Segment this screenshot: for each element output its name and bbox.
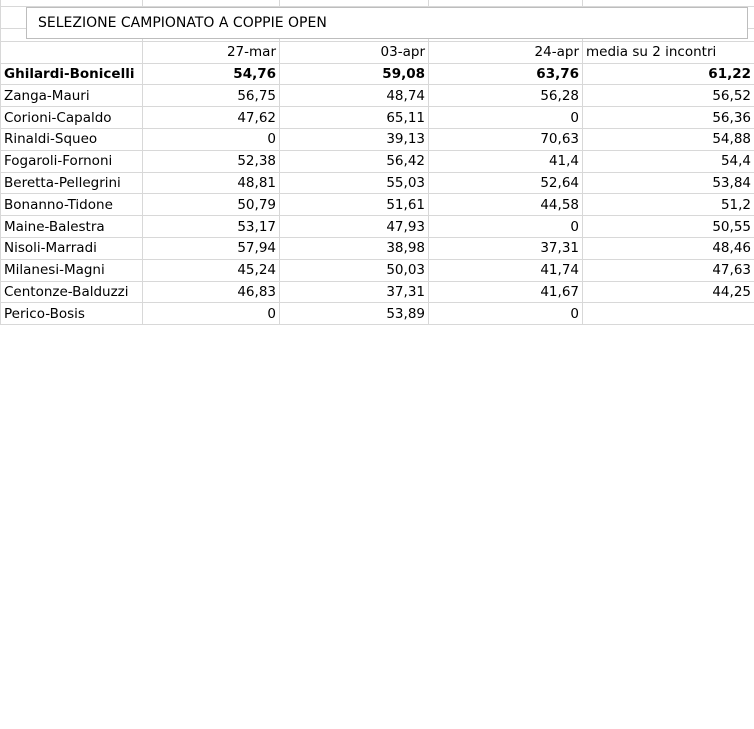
average-cell[interactable]: 54,88	[583, 128, 754, 150]
score-27-mar-cell[interactable]: 54,76	[143, 63, 280, 85]
table-title: SELEZIONE CAMPIONATO A COPPIE OPEN	[38, 15, 327, 31]
score-27-mar-cell[interactable]: 48,81	[143, 172, 280, 194]
table-row	[1, 216, 754, 238]
score-27-mar-cell[interactable]: 0	[143, 128, 280, 150]
table-row	[1, 63, 754, 85]
score-27-mar-cell[interactable]: 50,79	[143, 194, 280, 216]
score-24-apr-cell[interactable]: 52,64	[429, 172, 583, 194]
average-cell[interactable]: 61,22	[583, 63, 754, 85]
header-row	[1, 41, 754, 63]
average-cell[interactable]: 44,25	[583, 281, 754, 303]
score-24-apr-cell[interactable]: 37,31	[429, 237, 583, 259]
table-row	[1, 150, 754, 172]
score-03-apr-cell[interactable]: 55,03	[280, 172, 429, 194]
average-cell[interactable]: 47,63	[583, 259, 754, 281]
pair-name-cell[interactable]: Zanga-Mauri	[1, 85, 143, 107]
table-row	[1, 128, 754, 150]
table-row	[1, 237, 754, 259]
score-03-apr-cell[interactable]: 65,11	[280, 107, 429, 129]
score-24-apr-cell[interactable]: 41,4	[429, 150, 583, 172]
table-row	[1, 303, 754, 325]
score-27-mar-cell[interactable]: 45,24	[143, 259, 280, 281]
average-cell[interactable]: 56,36	[583, 107, 754, 129]
pair-name-cell[interactable]: Perico-Bosis	[1, 303, 143, 325]
table-row	[1, 107, 754, 129]
score-24-apr-cell[interactable]: 0	[429, 107, 583, 129]
header-cell-name[interactable]	[1, 41, 143, 63]
score-27-mar-cell[interactable]: 0	[143, 303, 280, 325]
pair-name-cell[interactable]: Corioni-Capaldo	[1, 107, 143, 129]
table-row	[1, 172, 754, 194]
average-cell[interactable]: 51,2	[583, 194, 754, 216]
pair-name-cell[interactable]: Rinaldi-Squeo	[1, 128, 143, 150]
score-24-apr-cell[interactable]: 41,74	[429, 259, 583, 281]
table-row	[1, 194, 754, 216]
table-row	[1, 85, 754, 107]
score-27-mar-cell[interactable]: 46,83	[143, 281, 280, 303]
score-24-apr-cell[interactable]: 0	[429, 216, 583, 238]
score-03-apr-cell[interactable]: 37,31	[280, 281, 429, 303]
pair-name-cell[interactable]: Milanesi-Magni	[1, 259, 143, 281]
average-cell[interactable]: 56,52	[583, 85, 754, 107]
score-03-apr-cell[interactable]: 47,93	[280, 216, 429, 238]
header-cell-media[interactable]: media su 2 incontri	[583, 41, 754, 63]
table-row	[1, 259, 754, 281]
header-cell-24-apr[interactable]: 24-apr	[429, 41, 583, 63]
pair-name-cell[interactable]: Centonze-Balduzzi	[1, 281, 143, 303]
average-cell[interactable]: 54,4	[583, 150, 754, 172]
header-cell-27-mar[interactable]: 27-mar	[143, 41, 280, 63]
pair-name-cell[interactable]: Bonanno-Tidone	[1, 194, 143, 216]
score-24-apr-cell[interactable]: 70,63	[429, 128, 583, 150]
score-24-apr-cell[interactable]: 56,28	[429, 85, 583, 107]
table-row	[1, 281, 754, 303]
score-table	[0, 0, 754, 325]
title-textbox[interactable]	[26, 7, 748, 39]
score-27-mar-cell[interactable]: 53,17	[143, 216, 280, 238]
score-03-apr-cell[interactable]: 50,03	[280, 259, 429, 281]
score-03-apr-cell[interactable]: 56,42	[280, 150, 429, 172]
score-24-apr-cell[interactable]: 44,58	[429, 194, 583, 216]
spreadsheet-grid	[0, 0, 754, 325]
score-27-mar-cell[interactable]: 52,38	[143, 150, 280, 172]
score-03-apr-cell[interactable]: 38,98	[280, 237, 429, 259]
score-03-apr-cell[interactable]: 51,61	[280, 194, 429, 216]
score-24-apr-cell[interactable]: 63,76	[429, 63, 583, 85]
score-27-mar-cell[interactable]: 47,62	[143, 107, 280, 129]
pair-name-cell[interactable]: Beretta-Pellegrini	[1, 172, 143, 194]
score-27-mar-cell[interactable]: 57,94	[143, 237, 280, 259]
average-cell[interactable]: 48,46	[583, 237, 754, 259]
score-24-apr-cell[interactable]: 0	[429, 303, 583, 325]
pair-name-cell[interactable]: Maine-Balestra	[1, 216, 143, 238]
average-cell[interactable]: 53,84	[583, 172, 754, 194]
pair-name-cell[interactable]: Nisoli-Marradi	[1, 237, 143, 259]
average-cell[interactable]: 50,55	[583, 216, 754, 238]
header-cell-03-apr[interactable]: 03-apr	[280, 41, 429, 63]
score-24-apr-cell[interactable]: 41,67	[429, 281, 583, 303]
score-03-apr-cell[interactable]: 53,89	[280, 303, 429, 325]
score-27-mar-cell[interactable]: 56,75	[143, 85, 280, 107]
score-03-apr-cell[interactable]: 48,74	[280, 85, 429, 107]
score-03-apr-cell[interactable]: 59,08	[280, 63, 429, 85]
pair-name-cell[interactable]: Fogaroli-Fornoni	[1, 150, 143, 172]
average-cell[interactable]	[583, 303, 754, 325]
pair-name-cell[interactable]: Ghilardi-Bonicelli	[1, 63, 143, 85]
score-03-apr-cell[interactable]: 39,13	[280, 128, 429, 150]
